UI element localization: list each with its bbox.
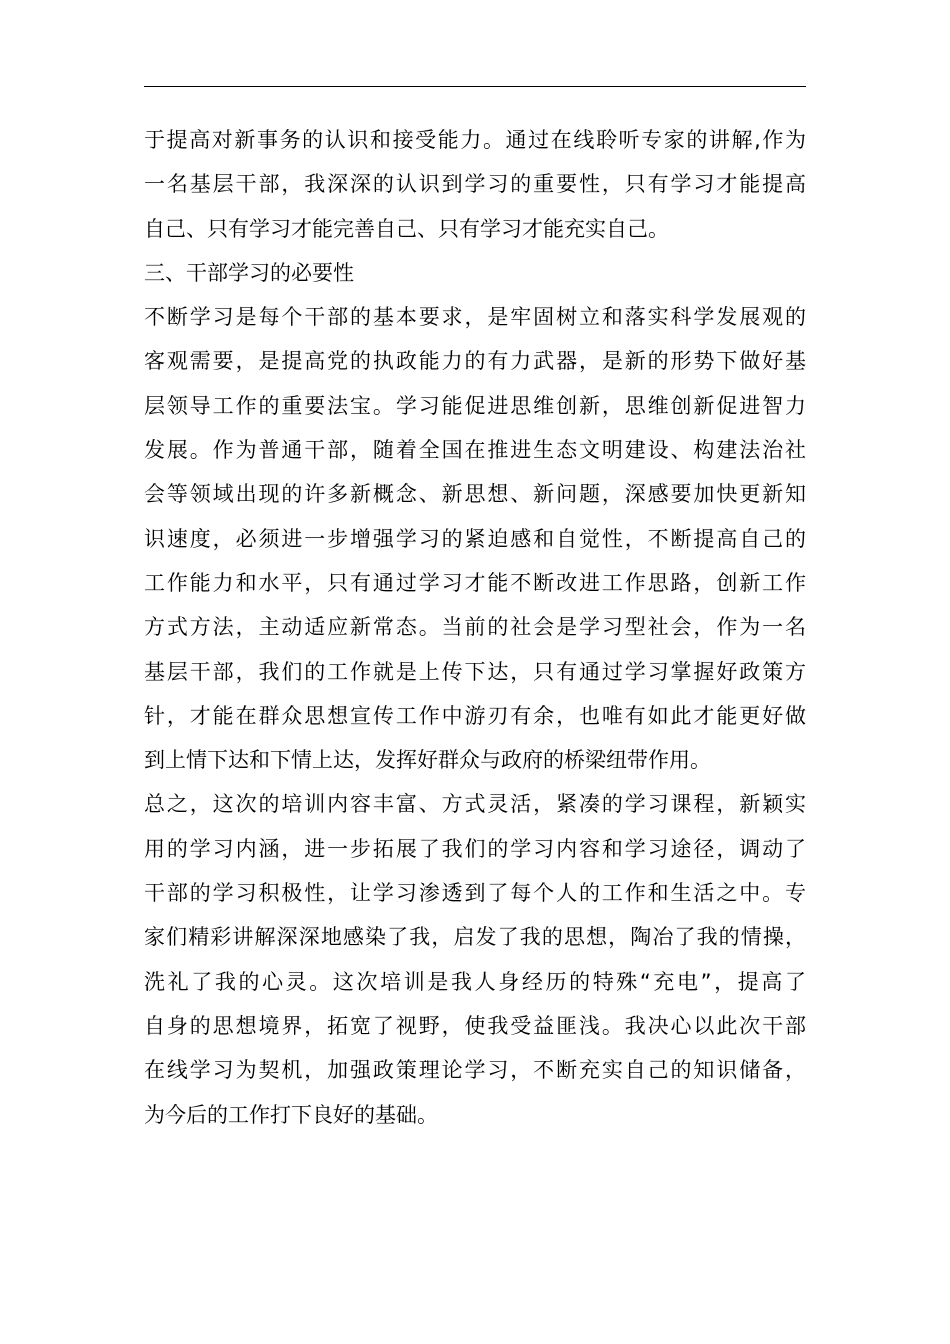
text-line: 洗礼了我的心灵。这次培训是我人身经历的特殊“充电”，提高了: [144, 969, 806, 994]
text-line: 为今后的工作打下良好的基础。: [144, 1102, 438, 1127]
text-line: 识速度，必须进一步增强学习的紧迫感和自觉性，不断提高自己的: [144, 526, 806, 551]
text-line: 用的学习内涵，进一步拓展了我们的学习内容和学习途径，调动了: [144, 836, 806, 861]
header-rule: [144, 86, 806, 87]
document-body: [144, 118, 806, 1137]
text-line: 一名基层干部，我深深的认识到学习的重要性，只有学习才能提高: [144, 172, 806, 197]
section-heading: [144, 251, 806, 295]
text-line: 自身的思想境界，拓宽了视野，使我受益匪浅。我决心以此次干部: [144, 1013, 806, 1038]
text-line: 会等领域出现的许多新概念、新思想、新问题，深感要加快更新知: [144, 482, 806, 507]
paragraph: [144, 295, 806, 782]
text-line: 干部的学习积极性，让学习渗透到了每个人的工作和生活之中。专: [144, 881, 806, 906]
paragraph: [144, 118, 806, 251]
text-line: 基层干部，我们的工作就是上传下达，只有通过学习掌握好政策方: [144, 659, 806, 684]
text-line: 客观需要，是提高党的执政能力的有力武器，是新的形势下做好基: [144, 349, 806, 374]
text-line: 家们精彩讲解深深地感染了我，启发了我的思想，陶冶了我的情操，: [144, 925, 806, 950]
text-line: 针，才能在群众思想宣传工作中游刃有余，也唯有如此才能更好做: [144, 703, 806, 728]
text-line: 自己、只有学习才能完善自己、只有学习才能充实自己。: [144, 216, 669, 241]
text-line: 在线学习为契机，加强政策理论学习，不断充实自己的知识储备，: [144, 1058, 806, 1083]
text-line: 工作能力和水平，只有通过学习才能不断改进工作思路，创新工作: [144, 570, 806, 595]
text-line: 方式方法，主动适应新常态。当前的社会是学习型社会，作为一名: [144, 615, 806, 640]
section-heading-text: 三、干部学习的必要性: [144, 260, 354, 285]
text-line: 不断学习是每个干部的基本要求，是牢固树立和落实科学发展观的: [144, 305, 806, 330]
text-line: 于提高对新事务的认识和接受能力。通过在线聆听专家的讲解,作为: [144, 128, 806, 152]
text-line: 发展。作为普通干部，随着全国在推进生态文明建设、构建法治社: [144, 438, 806, 463]
paragraph: [144, 782, 806, 1136]
text-line: 总之，这次的培训内容丰富、方式灵活，紧凑的学习课程，新颖实: [144, 792, 806, 817]
text-line: 层领导工作的重要法宝。学习能促进思维创新，思维创新促进智力: [144, 393, 806, 418]
text-line: 到上情下达和下情上达，发挥好群众与政府的桥梁纽带作用。: [144, 748, 711, 773]
